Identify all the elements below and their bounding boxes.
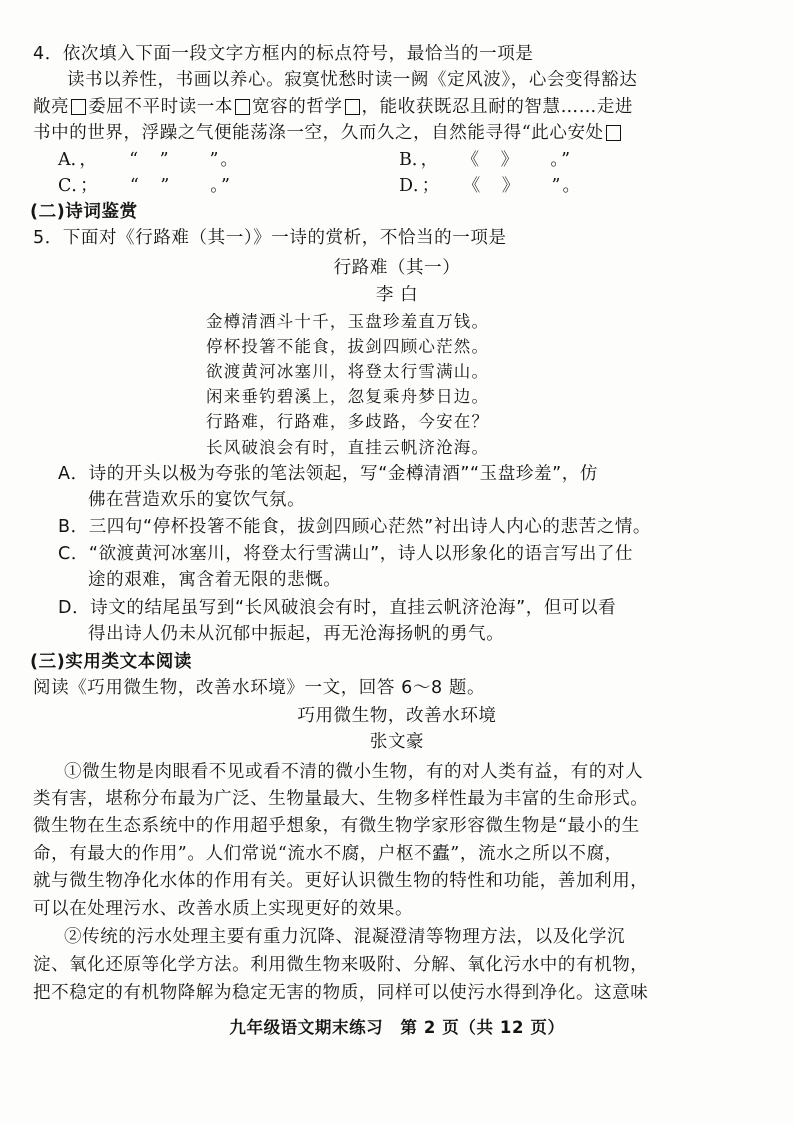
q4-text: 委屈不平时读一本	[88, 97, 234, 117]
q4-option-a	[58, 148, 240, 172]
q4-option-b	[399, 148, 572, 172]
q5-option-b: B．三四句“停杯投箸不能食，拔剑四顾心茫然”衬出诗人内心的悲苦之情。	[58, 517, 652, 537]
option-letter: C．	[58, 176, 81, 196]
q5-option-d-line-1: D．诗文的结尾虽写到“长风破浪会有时，直挂云帆济沧海”，但可以看	[58, 598, 617, 618]
option-letter: D．	[399, 176, 422, 196]
q4-passage-line-1: 读书以养性，书画以养心。寂寞忧愁时读一阙《定风波》，心会变得豁达	[67, 70, 638, 90]
section-heading-practical-text: (三)实用类文本阅读	[30, 652, 192, 672]
poem-author: 李 白	[375, 285, 419, 305]
blank-box-2	[235, 99, 250, 115]
article-paragraph-2-line: ②传统的污水处理主要有重力沉降、混凝澄清等物理方法，以及化学沉	[64, 927, 626, 947]
q4-stem: 4．依次填入下面一段文字方框内的标点符号，最恰当的一项是	[33, 44, 534, 64]
article-paragraph-1-line: ①微生物是肉眼看不见或看不清的微小生物，有的对人类有益，有的对人	[64, 762, 644, 782]
q4-passage-line-3	[33, 121, 623, 145]
article-author: 张文豪	[369, 732, 425, 752]
q5-stem: 5．下面对《行路难（其一）》一诗的赏析，不恰当的一项是	[33, 228, 507, 248]
q5-option-c-line-1: C．“欲渡黄河冰塞川，将登太行雪满山”，诗人以形象化的语言写出了仕	[58, 544, 634, 564]
q4-text: 敞亮	[33, 97, 70, 117]
q4-text: 宽容的哲学	[252, 97, 343, 117]
q4-passage-line-2	[33, 95, 633, 119]
article-paragraph-1-line: 类有害，堪称分布最为广泛、生物量最大、生物多样性最为丰富的生命形式。	[33, 789, 649, 809]
article-title: 巧用微生物，改善水环境	[297, 706, 497, 726]
q5-option-a-line-1: A．诗的开头以极为夸张的笔法领起，写“金樽清酒”“玉盘珍羞”，仿	[58, 464, 598, 484]
page-footer: 九年级语文期末练习 第 2 页（共 12 页）	[229, 1018, 565, 1037]
q5-option-a-line-2: 佛在营造欢乐的宴饮气氛。	[88, 490, 306, 510]
article-paragraph-1-line: 就与微生物净化水体的作用有关。更好认识微生物的特性和功能，善加利用，	[33, 871, 649, 891]
poem-line: 金樽清酒斗十千，玉盘珍羞直万钱。	[206, 312, 490, 331]
option-marks: ； 《 》 ”。	[421, 176, 582, 196]
poem-line: 长风破浪会有时，直挂云帆济沧海。	[206, 438, 490, 457]
article-paragraph-1-line: 命，有最大的作用”。人们常说“流水不腐，户枢不蠹”，流水之所以不腐，	[33, 844, 623, 864]
option-letter: A．	[58, 150, 80, 170]
section3-intro: 阅读《巧用微生物，改善水环境》一文，回答 6～8 题。	[33, 678, 486, 698]
q4-option-c	[58, 174, 232, 198]
poem-line: 停杯投箸不能食，拔剑四顾心茫然。	[206, 337, 490, 356]
option-letter: B．	[399, 150, 421, 170]
q5-option-c-line-2: 途的艰难，寓含着无限的悲慨。	[88, 570, 342, 590]
poem-line: 闲来垂钓碧溪上，忽复乘舟梦日边。	[206, 387, 490, 406]
q4-text: 书中的世界，浮躁之气便能荡涤一空，久而久之，自然能寻得“此心安处	[33, 123, 604, 143]
blank-box-3	[345, 99, 360, 115]
poem-line: 行路难，行路难，多歧路，今安在？	[206, 412, 490, 431]
poem-line: 欲渡黄河冰塞川，将登太行雪满山。	[206, 362, 490, 381]
article-paragraph-1-line: 可以在处理污水、改善水质上实现更好的效果。	[33, 899, 414, 919]
section-heading-poetry: (二)诗词鉴赏	[30, 202, 138, 222]
blank-box-1	[71, 99, 86, 115]
option-marks: ， “ ” ”。	[79, 150, 240, 170]
blank-box-4	[606, 125, 621, 141]
q4-option-d	[399, 174, 582, 198]
q5-option-d-line-2: 得出诗人仍未从沉郁中振起，再无沧海扬帆的勇气。	[88, 624, 505, 644]
article-paragraph-2-line: 把不稳定的有机物降解为稳定无害的物质，同样可以使污水得到净化。这意味	[33, 983, 649, 1003]
article-paragraph-2-line: 淀、氧化还原等化学方法。利用微生物来吸附、分解、氧化污水中的有机物，	[33, 955, 649, 975]
q4-text: ，能收获既忍且耐的智慧……走进	[361, 97, 634, 117]
article-paragraph-1-line: 微生物在生态系统中的作用超乎想象，有微生物学家形容微生物是“最小的生	[33, 816, 640, 836]
option-marks: ； “ ” 。”	[80, 176, 232, 196]
poem-title: 行路难（其一）	[333, 258, 461, 278]
option-marks: ， 《 》 。”	[420, 150, 573, 170]
